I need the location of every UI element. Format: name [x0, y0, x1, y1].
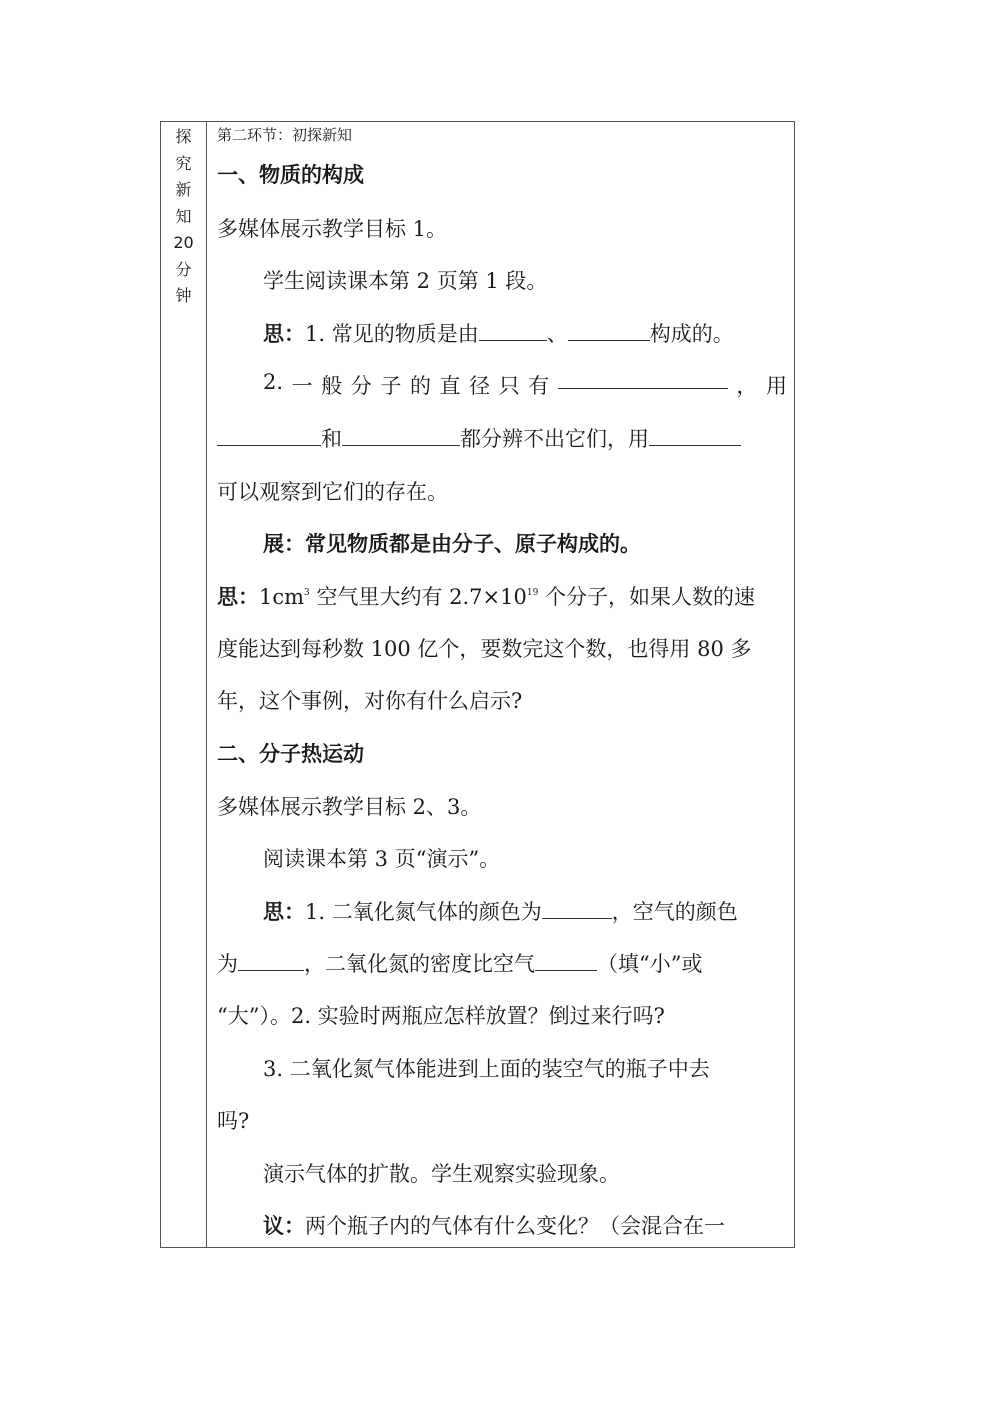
think-label: 思： — [263, 322, 305, 346]
section1-question2-line3: 可以观察到它们的存在。 — [217, 480, 448, 504]
section2-question3-line2: 吗? — [217, 1109, 250, 1133]
section2-goal: 多媒体展示教学目标 2、3。 — [217, 795, 482, 819]
stage-label-char: 探 — [175, 127, 192, 146]
section1-question1: 思：1. 常见的物质是由 、 构成的。 — [263, 322, 734, 346]
section2-heading: 二、分子热运动 — [217, 742, 364, 766]
section1-summary: 展：常见物质都是由分子、原子构成的。 — [263, 532, 641, 556]
column-divider — [206, 122, 207, 1247]
section1-question2-line2: 和 都分辨不出它们，用 — [217, 423, 741, 453]
section2-question1-line1: 思：1. 二氧化氮气体的颜色为 ，空气的颜色 — [263, 900, 738, 924]
answer-blank — [649, 427, 741, 446]
answer-blank — [238, 952, 304, 971]
section2-discussion: 议：两个瓶子内的气体有什么变化？（会混合在一 — [263, 1214, 725, 1238]
stage-label-char: 分 — [175, 259, 192, 279]
stage-label-char: 新 — [175, 180, 192, 199]
section1-question2-line1: 2. 一 般 分 子 的 直 径 只 有 ， 用 — [263, 370, 787, 398]
section1-think2-line2: 度能达到每秒数 100 亿个，要数完这个数，也得用 80 多 — [217, 637, 752, 661]
answer-blank — [542, 900, 612, 919]
section2-reading: 阅读课本第 3 页“演示”。 — [263, 847, 501, 871]
section2-question3-line1: 3. 二氧化氮气体能进到上面的装空气的瓶子中去 — [263, 1057, 710, 1081]
answer-blank — [342, 427, 460, 446]
section2-demo: 演示气体的扩散。学生观察实验现象。 — [263, 1162, 620, 1186]
stage-label-char: 钟 — [175, 286, 192, 305]
answer-blank — [479, 322, 547, 341]
section1-goal: 多媒体展示教学目标 1。 — [217, 217, 448, 241]
answer-blank — [568, 322, 650, 341]
stage-label-char: 究 — [175, 153, 192, 173]
stage-label-char: 知 — [175, 206, 192, 226]
answer-blank — [217, 427, 321, 446]
stage-title: 第二环节：初探新知 — [217, 126, 353, 144]
section1-heading: 一、物质的构成 — [217, 163, 364, 187]
section1-reading: 学生阅读课本第 2 页第 1 段。 — [263, 269, 548, 293]
section1-think2-line3: 年，这个事例，对你有什么启示? — [217, 689, 523, 713]
section2-question2: “大”）。2. 实验时两瓶应怎样放置？倒过来行吗? — [217, 1004, 665, 1028]
stage-label-column — [161, 124, 206, 310]
answer-blank — [535, 952, 597, 971]
answer-blank — [558, 370, 728, 389]
stage-duration: 20 — [173, 233, 194, 252]
section1-think2-line1: 思：$1cm^3$ 空气里大约有 $2.7\times 10^{19}$ 个分子，如果人数的速 — [217, 585, 755, 609]
lesson-table — [160, 121, 795, 1248]
section2-question1-line2: 为 ，二氧化氮的密度比空气 （填“小”或 — [217, 952, 703, 976]
